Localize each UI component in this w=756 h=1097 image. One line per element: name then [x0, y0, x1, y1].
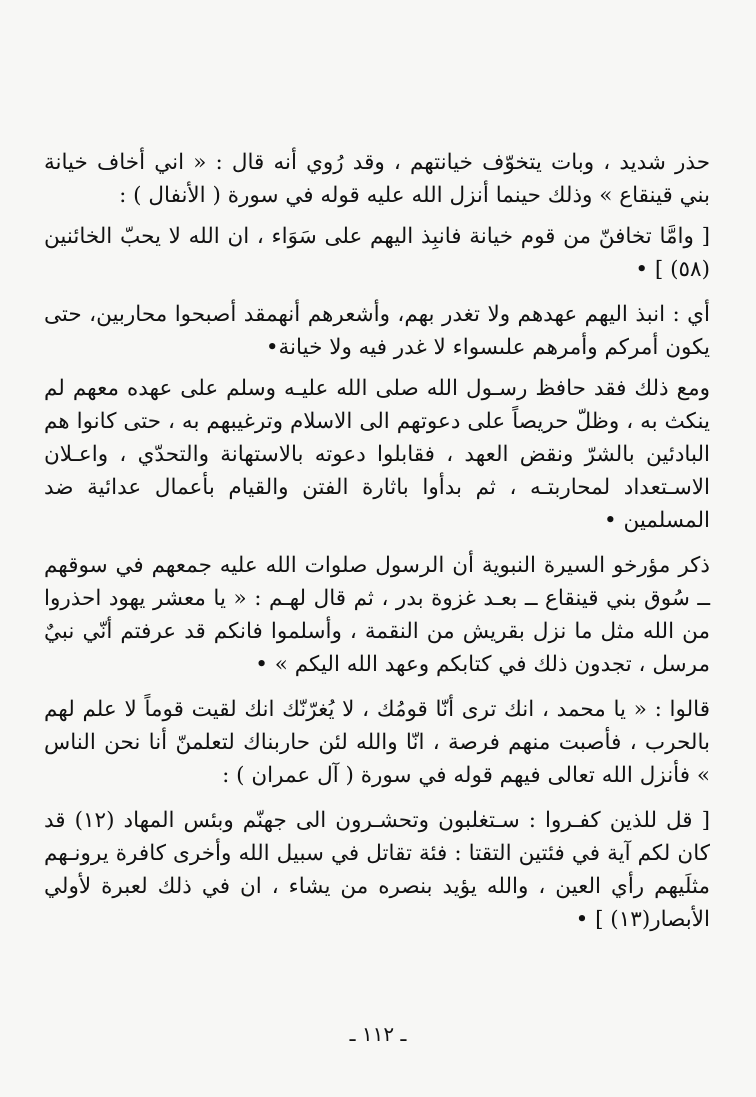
paragraph-explanation: أي : انبذ اليهم عهدهم ولا تغدر بهم، وأشعرهم أنهمقد أصبحوا محاربين، حتى يكون أمركم وأمرهم علىسواء لا غدر فيه ولا خيانة• [44, 302, 710, 360]
paragraph-1: حذر شديد ، وبات يتخوّف خيانتهم ، وقد رُوي أنه قال : « اني أخاف خيانة بني قينقاع » وذلك حينما أنزل الله عليه قوله في سورة ( الأنفال ) : [44, 150, 710, 208]
paragraph-3: ومع ذلك فقد حافظ رسـول الله صلى الله عليـه وسلم على عهده معهم لم ينكث به ، وظلّ حريصاً على دعوتهم الى الاسلام وترغيبهم به ، حتى كانوا هم البادئين بالشرّ ونقض العهد ، فقابلوا دعوته بالاستهانة والتحدّي ، واعـلان الاسـتعداد لمحاربتـه ، ثم بدأوا باثارة الفتن والقيام بأعمال عدائية ضد المسلمين • [44, 376, 710, 533]
paragraph-5: قالوا : « يا محمد ، انك ترى أنّا قومُك ، لا يُغرّنّك انك لقيت قوماً لا علم لهم بالحرب ، فأصبت منهم فرصة ، انّا والله لئن حاربناك لتعلمنّ أنا نحن الناس » فأنزل الله تعالى فيهم قوله في سورة ( آل عمران ) : [44, 697, 710, 788]
quran-verse-al-imran: [ قل للذين كفـروا : سـتغلبون وتحشـرون الى جهنّم وبئس المهاد (١٢) قد كان لكم آية في فئتين التقتا : فئة تقاتل في سبيل الله وأخرى كافرة يرونـهم مثلَيهم رأي العين ، والله يؤيد بنصره من يشاء ، ان في ذلك لعبرة لأولي الأبصار(١٣) ] • [44, 808, 710, 932]
paragraph-4: ذكر مؤرخو السيرة النبوية أن الرسول صلوات الله عليه جمعهم في سوقهم ــ سُوق بني قينقاع ــ بعـد غزوة بدر ، ثم قال لهـم : « يا معشر يهود احذروا من الله مثل ما نزل بقريش من النقمة ، وأسلموا فانكم قد عرفتم أنّي نبيٌ مرسل ، تجدون ذلك في كتابكم وعهد الله اليكم » • [44, 553, 710, 677]
quran-verse-anfal: [ وامَّا تخافنّ من قوم خيانة فانبِذ اليهم على سَوَاء ، ان الله لا يحبّ الخائنين (٥٨) ] • [44, 224, 710, 282]
page-number: ـ ١١٢ ـ [349, 1022, 407, 1046]
